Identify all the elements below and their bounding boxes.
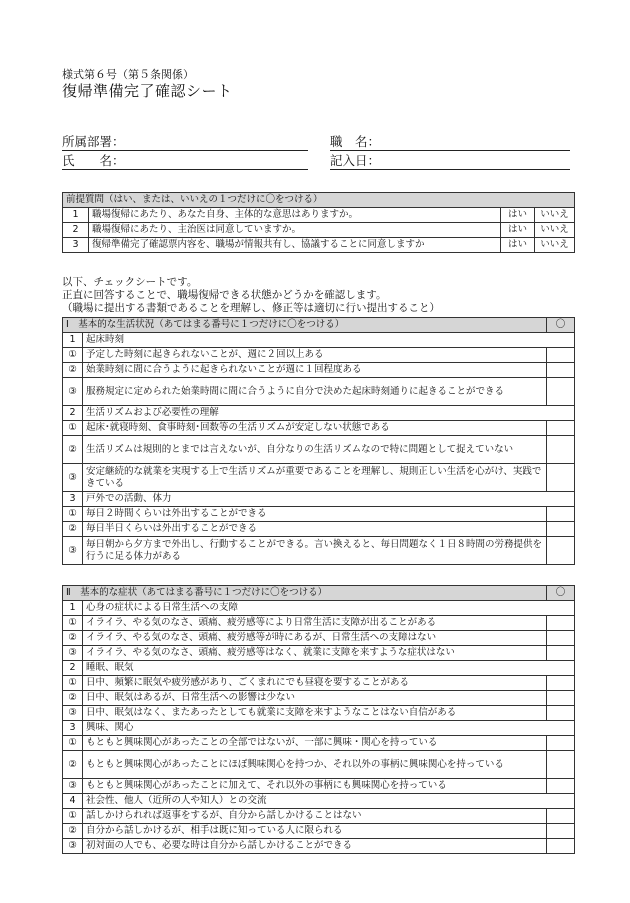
list-item <box>63 676 575 691</box>
item-number: ② <box>63 751 83 779</box>
list-item <box>63 824 575 839</box>
section2-header: Ⅱ 基本的な症状（あてはまる番号に１つだけに〇をつける） <box>63 586 547 601</box>
mark-cell[interactable] <box>547 839 575 854</box>
mark-cell[interactable] <box>547 779 575 794</box>
item-text: 日中、眠気はあるが、日常生活への影響は少ない <box>83 691 547 706</box>
item-text: 安定継続的な就業を実現する上で生活リズムが重要であることを理解し、規則正しい生活を心がけ、実践できている <box>83 464 547 492</box>
prerequisite-row <box>63 223 575 238</box>
item-text: 始業時刻に間に合うように起きられないことが週に１回程度ある <box>83 363 547 378</box>
form-number: 様式第６号（第５条関係） <box>62 68 194 81</box>
list-item <box>63 631 575 646</box>
intro-line: （職場に提出する書類であることを理解し、修正等は適切に行い提出すること） <box>62 302 440 314</box>
position-label: 職 名： <box>330 134 381 149</box>
list-item <box>63 779 575 794</box>
list-item <box>63 706 575 721</box>
item-number: ① <box>63 421 83 436</box>
prerequisite-row <box>63 238 575 253</box>
list-item <box>63 464 575 492</box>
question-text: 復帰準備完了確認票内容を、職場が情報共有し、協議することに同意しますか <box>89 238 501 253</box>
group-number: 4 <box>63 794 83 809</box>
group-row <box>63 406 575 421</box>
group-row <box>63 721 575 736</box>
position-field[interactable] <box>330 134 570 151</box>
intro-line: 正直に回答することで、職場復帰できる状態かどうかを確認します。 <box>62 289 387 301</box>
list-item <box>63 522 575 537</box>
mark-cell[interactable] <box>547 736 575 751</box>
group-number: 3 <box>63 492 83 507</box>
department-label: 所属部署： <box>62 134 125 149</box>
row-number: 2 <box>63 223 89 238</box>
group-row <box>63 601 575 616</box>
mark-cell[interactable] <box>547 706 575 721</box>
list-item <box>63 378 575 406</box>
group-number: 3 <box>63 721 83 736</box>
row-number: 3 <box>63 238 89 253</box>
mark-cell[interactable] <box>547 824 575 839</box>
mark-cell[interactable] <box>547 631 575 646</box>
yes-option[interactable]: はい <box>501 223 535 238</box>
list-item <box>63 751 575 779</box>
group-number: 2 <box>63 406 83 421</box>
item-number: ③ <box>63 779 83 794</box>
item-text: 毎日半日くらいは外出することができる <box>83 522 547 537</box>
mark-cell[interactable] <box>547 809 575 824</box>
no-option[interactable]: いいえ <box>535 208 575 223</box>
item-number: ③ <box>63 537 83 565</box>
list-item <box>63 436 575 464</box>
list-item <box>63 363 575 378</box>
group-row <box>63 333 575 348</box>
mark-cell[interactable] <box>547 691 575 706</box>
item-text: 話しかけられれば返事をするが、自分から話しかけることはない <box>83 809 547 824</box>
item-number: ③ <box>63 378 83 406</box>
item-text: 日中、眠気はなく、またあったとしても就業に支障を来すようなことはない自信がある <box>83 706 547 721</box>
group-row <box>63 492 575 507</box>
item-number: ② <box>63 436 83 464</box>
list-item <box>63 348 575 363</box>
mark-cell[interactable] <box>547 522 575 537</box>
group-title: 生活リズムおよび必要性の理解 <box>83 406 575 421</box>
section1-header-row <box>63 318 575 333</box>
mark-cell[interactable] <box>547 616 575 631</box>
group-title: 社会性、他人（近所の人や知人）との交流 <box>83 794 575 809</box>
question-text: 職場復帰にあたり、あなた自身、主体的な意思はありますか。 <box>89 208 501 223</box>
item-text: 毎日朝から夕方まで外出し、行動することができる。言い換えると、毎日問題なく１日８時間の労務提供を行うに足る体力がある <box>83 537 547 565</box>
list-item <box>63 616 575 631</box>
item-number: ③ <box>63 706 83 721</box>
department-field[interactable] <box>62 134 308 151</box>
item-number: ② <box>63 522 83 537</box>
item-text: もともと興味関心があったことに加えて、それ以外の事柄にも興味関心を持っている <box>83 779 547 794</box>
item-number: ② <box>63 824 83 839</box>
mark-cell[interactable] <box>547 378 575 406</box>
mark-cell[interactable] <box>547 464 575 492</box>
item-number: ③ <box>63 464 83 492</box>
prerequisite-table <box>62 192 575 253</box>
section2-header-row <box>63 586 575 601</box>
date-label: 記入日： <box>330 153 381 168</box>
group-title: 起床時刻 <box>83 333 575 348</box>
item-text: 初対面の人でも、必要な時は自分から話しかけることができる <box>83 839 547 854</box>
list-item <box>63 646 575 661</box>
intro-text <box>62 276 440 315</box>
name-field[interactable] <box>62 153 308 170</box>
prerequisite-row <box>63 208 575 223</box>
group-number: 1 <box>63 601 83 616</box>
mark-cell[interactable] <box>547 751 575 779</box>
section1-table <box>62 317 575 565</box>
group-row <box>63 661 575 676</box>
group-number: 2 <box>63 661 83 676</box>
row-number: 1 <box>63 208 89 223</box>
list-item <box>63 507 575 522</box>
item-text: もともと興味関心があったことの全部ではないが、一部に興味・関心を持っている <box>83 736 547 751</box>
no-option[interactable]: いいえ <box>535 238 575 253</box>
group-title: 心身の症状による日常生活への支障 <box>83 601 575 616</box>
group-row <box>63 794 575 809</box>
yes-option[interactable]: はい <box>501 238 535 253</box>
group-number: 1 <box>63 333 83 348</box>
list-item <box>63 537 575 565</box>
item-text: 日中、頻繁に眠気や疲労感があり、ごくまれにでも昼寝を要することがある <box>83 676 547 691</box>
mark-cell[interactable] <box>547 421 575 436</box>
item-text: もともと興味関心があったことにほぼ興味関心を持つか、それ以外の事柄に興味関心を持っている <box>83 751 547 779</box>
item-number: ① <box>63 507 83 522</box>
item-number: ③ <box>63 839 83 854</box>
no-option[interactable]: いいえ <box>535 223 575 238</box>
mark-cell[interactable] <box>547 436 575 464</box>
list-item <box>63 809 575 824</box>
item-text: 生活リズムは規則的とまでは言えないが、自分なりの生活リズムなので特に問題として捉えていない <box>83 436 547 464</box>
section1-header: Ⅰ 基本的な生活状況（あてはまる番号に１つだけに〇をつける） <box>63 318 547 333</box>
mark-column-header: 〇 <box>547 586 575 601</box>
item-text: 服務規定に定められた始業時間に間に合うように自分で決めた起床時刻通りに起きることができる <box>83 378 547 406</box>
item-number: ② <box>63 363 83 378</box>
mark-cell[interactable] <box>547 507 575 522</box>
list-item <box>63 736 575 751</box>
list-item <box>63 421 575 436</box>
item-number: ② <box>63 691 83 706</box>
item-number: ① <box>63 809 83 824</box>
section2-table <box>62 585 575 854</box>
item-text: 予定した時刻に起きられないことが、週に２回以上ある <box>83 348 547 363</box>
mark-cell[interactable] <box>547 363 575 378</box>
item-number: ③ <box>63 646 83 661</box>
item-number: ① <box>63 348 83 363</box>
name-label: 氏 名： <box>62 153 125 168</box>
item-text: 自分から話しかけるが、相手は既に知っている人に限られる <box>83 824 547 839</box>
item-number: ① <box>63 676 83 691</box>
page-title: 復帰準備完了確認シート <box>62 82 233 100</box>
item-text: 毎日２時間くらいは外出することができる <box>83 507 547 522</box>
item-text: 起床･就寝時刻、食事時刻･回数等の生活リズムが安定しない状態である <box>83 421 547 436</box>
mark-column-header: 〇 <box>547 318 575 333</box>
prerequisite-header-row <box>63 193 575 208</box>
item-number: ① <box>63 616 83 631</box>
question-text: 職場復帰にあたり、主治医は同意していますか。 <box>89 223 501 238</box>
mark-cell[interactable] <box>547 537 575 565</box>
yes-option[interactable]: はい <box>501 208 535 223</box>
item-text: イライラ、やる気のなさ、頭痛、疲労感等により日常生活に支障が出ることがある <box>83 616 547 631</box>
mark-cell[interactable] <box>547 646 575 661</box>
mark-cell[interactable] <box>547 348 575 363</box>
date-field[interactable] <box>330 153 570 170</box>
group-title: 興味、関心 <box>83 721 575 736</box>
list-item <box>63 839 575 854</box>
group-title: 睡眠、眠気 <box>83 661 575 676</box>
mark-cell[interactable] <box>547 676 575 691</box>
item-text: イライラ、やる気のなさ、頭痛、疲労感等はなく、就業に支障を来すような症状はない <box>83 646 547 661</box>
item-text: イライラ、やる気のなさ、頭痛、疲労感等が時にあるが、日常生活への支障はない <box>83 631 547 646</box>
list-item <box>63 691 575 706</box>
item-number: ① <box>63 736 83 751</box>
prerequisite-header: 前提質問（はい、または、いいえの１つだけに〇をつける） <box>63 193 575 208</box>
item-number: ② <box>63 631 83 646</box>
intro-line: 以下、チェックシートです。 <box>62 276 198 288</box>
group-title: 戸外での活動、体力 <box>83 492 575 507</box>
